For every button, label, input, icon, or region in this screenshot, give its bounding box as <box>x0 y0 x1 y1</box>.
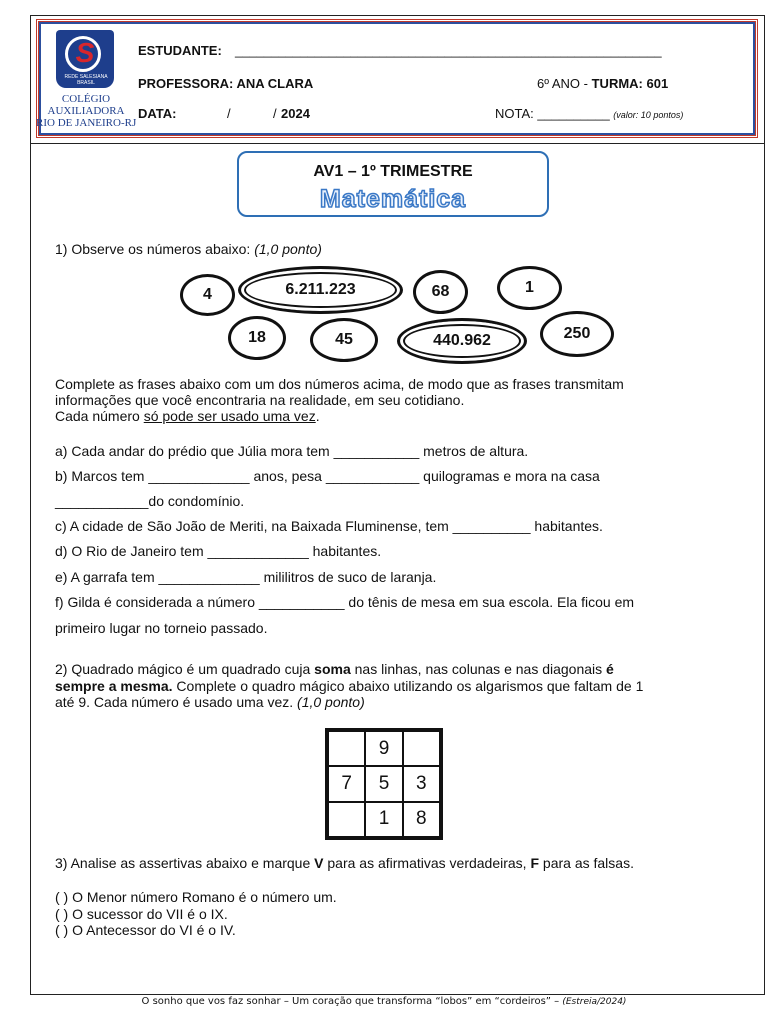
number-oval: 68 <box>413 270 468 314</box>
logo-line-1: COLÉGIO <box>61 93 111 105</box>
title-box <box>237 151 549 217</box>
date-separator-2: / <box>273 106 277 121</box>
logo-line-3: RIO DE JANEIRO-RJ <box>36 117 137 129</box>
q1-item-f[interactable]: f) Gilda é considerada a número ___________ do tênis de mesa em sua escola. Ela ficou em <box>55 594 635 610</box>
logo-rede-text: REDE SALESIANA BRASIL <box>64 74 108 86</box>
school-logo <box>36 30 137 130</box>
q1-item-b[interactable]: b) Marcos tem _____________ anos, pesa ____________ quilogramas e mora na casa <box>55 468 600 484</box>
q1-item-c[interactable]: c) A cidade de São João de Meriti, na Baixada Fluminense, tem __________ habitantes. <box>55 518 603 534</box>
q3-item-3[interactable]: ( ) O Antecessor do VI é o IV. <box>55 922 236 938</box>
number-oval: 4 <box>180 274 235 316</box>
magic-square-cell: 1 <box>365 802 402 837</box>
q1-item-f-cont: primeiro lugar no torneio passado. <box>55 620 268 636</box>
q1-item-a[interactable]: a) Cada andar do prédio que Júlia mora tem ___________ metros de altura. <box>55 443 529 459</box>
q2-line-2: sempre a mesma. Complete o quadro mágico abaixo utilizando os algarismos que faltam de 1 <box>55 678 644 694</box>
date-separator-1: / <box>227 106 231 121</box>
q1-item-b-cont[interactable]: ____________do condomínio. <box>55 493 245 509</box>
magic-square-cell: 9 <box>365 731 402 766</box>
date-label: DATA: <box>138 106 177 121</box>
class-label: TURMA: 601 <box>591 76 669 91</box>
logo-line-2: AUXILIADORA <box>47 105 125 117</box>
magic-square-cell: 5 <box>365 766 402 801</box>
magic-square-cell[interactable] <box>328 731 365 766</box>
q1-points: (1,0 ponto) <box>254 241 322 257</box>
magic-square-cell: 3 <box>403 766 440 801</box>
magic-square-cell: 7 <box>328 766 365 801</box>
student-label: ESTUDANTE: <box>138 43 222 58</box>
q1-item-e[interactable]: e) A garrafa tem _____________ mililitros de suco de laranja. <box>55 569 437 585</box>
number-oval: 440.962 <box>397 318 527 364</box>
magic-square-cell[interactable] <box>403 731 440 766</box>
date-year: 2024 <box>281 106 310 121</box>
q1-instructions-2: informações que você encontraria na realidade, em seu cotidiano. <box>55 392 465 408</box>
grade-class <box>537 76 668 91</box>
grade-score-label: NOTA: __________ <box>495 106 610 121</box>
grade-score-field[interactable] <box>495 106 683 121</box>
number-oval: 250 <box>540 311 614 357</box>
number-oval: 1 <box>497 266 562 310</box>
q1-prompt: 1) Observe os números abaixo: (1,0 ponto) <box>55 241 322 257</box>
student-name-field[interactable]: ___________________________________________________________ <box>235 43 662 58</box>
teacher-name: PROFESSORA: ANA CLARA <box>138 76 314 91</box>
header-divider <box>30 143 765 144</box>
q1-item-d[interactable]: d) O Rio de Janeiro tem _____________ habitantes. <box>55 543 382 559</box>
subject-title: Matemática <box>319 185 467 213</box>
footer-note: (Estreia/2024) <box>562 997 627 1007</box>
salesian-shield-icon: S REDE SALESIANA BRASIL <box>56 30 114 88</box>
magic-square-cell[interactable] <box>328 802 365 837</box>
grade-value-note: (valor: 10 pontos) <box>613 110 684 120</box>
q2-line-1: 2) Quadrado mágico é um quadrado cuja soma nas linhas, nas colunas e nas diagonais é <box>55 661 614 677</box>
q3-item-2[interactable]: ( ) O sucessor do VII é o IX. <box>55 906 228 922</box>
number-oval: 6.211.223 <box>238 266 403 314</box>
q3-item-1[interactable]: ( ) O Menor número Romano é o número um. <box>55 889 337 905</box>
q1-instructions-3: Cada número só pode ser usado uma vez. <box>55 408 320 424</box>
grade-label: 6º ANO - <box>537 76 592 91</box>
magic-square-cell: 8 <box>403 802 440 837</box>
q3-prompt: 3) Analise as assertivas abaixo e marque V para as afirmativas verdadeiras, F para as falsas. <box>55 855 634 871</box>
number-oval: 45 <box>310 318 378 362</box>
q2-line-3: até 9. Cada número é usado uma vez. (1,0 ponto) <box>55 694 365 710</box>
number-oval: 18 <box>228 316 286 360</box>
footer-motto: O sonho que vos faz sonhar – Um coração que transforma “lobos” em “cordeiros” – (Estreia/2024) <box>141 996 627 1007</box>
exam-title: AV1 – 1º TRIMESTRE <box>313 163 473 180</box>
magic-square <box>325 728 443 840</box>
q1-instructions-1: Complete as frases abaixo com um dos números acima, de modo que as frases transmitam <box>55 376 624 392</box>
